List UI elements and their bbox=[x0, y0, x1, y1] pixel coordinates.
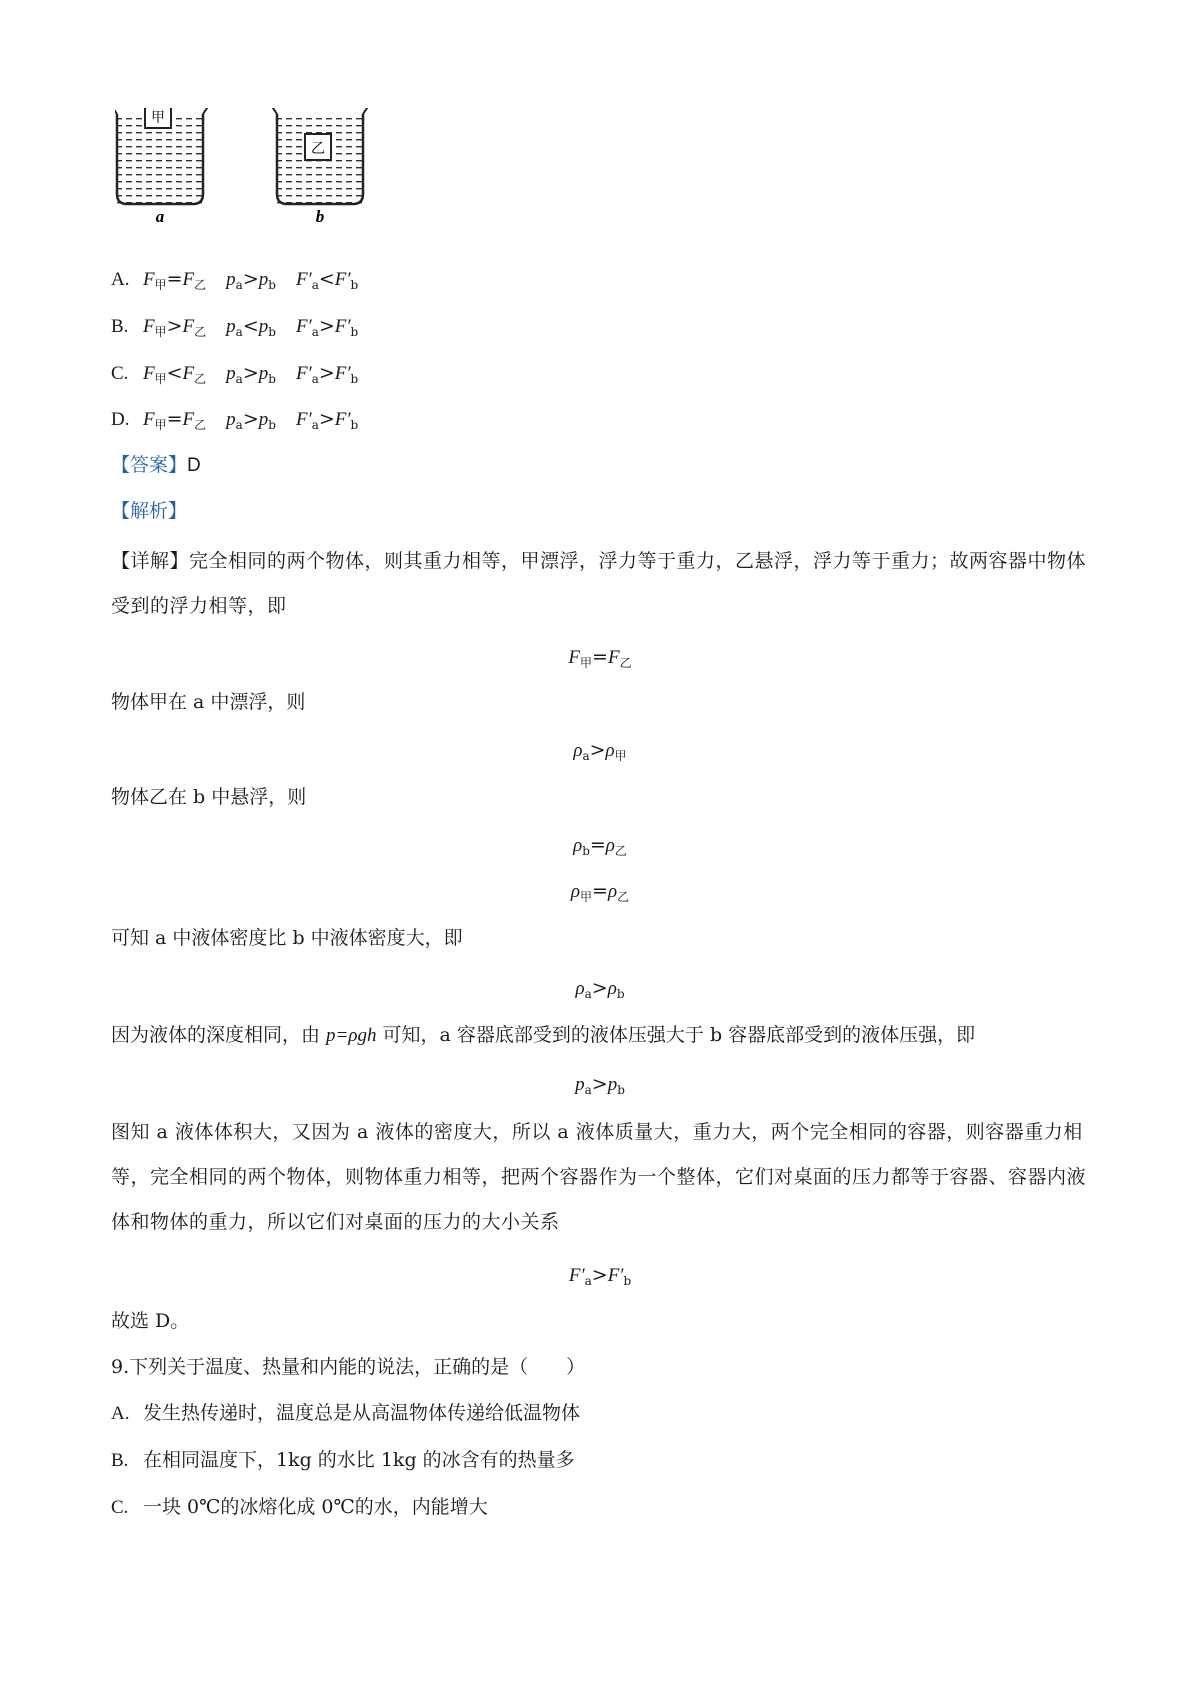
equation-6: $p_a>p_b$ bbox=[575, 1073, 625, 1097]
detail-text-2: 物体甲在 a 中漂浮，则 bbox=[111, 691, 306, 713]
q9-option-c: C. 一块 0℃的冰熔化成 0℃的水，内能增大 bbox=[111, 1496, 488, 1518]
answer-label: 【答案】 bbox=[111, 454, 188, 476]
equation-1: $F_甲=F_乙$ bbox=[568, 646, 632, 670]
analysis-label: 【解析】 bbox=[111, 500, 188, 522]
q9-option-a: A. 发生热传递时，温度总是从高温物体传递给低温物体 bbox=[111, 1402, 581, 1424]
box-a-label: 甲 bbox=[151, 110, 165, 126]
q9-option-b: B. 在相同温度下，1kg 的水比 1kg 的冰含有的热量多 bbox=[111, 1449, 575, 1471]
detail-text-7: 故选 D。 bbox=[111, 1310, 190, 1332]
q8-option-b: B. $F_甲>F_乙$ $p_a<p_b$ $F'_a>F'_b$ bbox=[111, 315, 359, 339]
q8-option-a: A. $F_甲=F_乙$ $p_a>p_b$ $F'_a<F'_b$ bbox=[111, 268, 359, 292]
detail-label: 【详解】 bbox=[111, 550, 190, 572]
detail-text-5: 因为液体的深度相同，由 p=ρgh 可知，a 容器底部受到的液体压强大于 b 容器底部受到的液体压强，即 bbox=[111, 1024, 976, 1046]
caption-a: a bbox=[155, 207, 165, 226]
box-b-label: 乙 bbox=[311, 141, 325, 157]
q8-option-d: D. $F_甲=F_乙$ $p_a>p_b$ $F'_a>F'_b$ bbox=[111, 408, 359, 432]
containers-figure bbox=[115, 108, 415, 248]
answer-line bbox=[111, 452, 201, 479]
equation-4: $\rho_甲=\rho_乙$ bbox=[570, 880, 630, 904]
equation-7: $F'_a>F'_b$ bbox=[568, 1264, 632, 1288]
detail-text-3: 物体乙在 b 中悬浮，则 bbox=[111, 786, 307, 808]
answer-value: D bbox=[187, 455, 201, 476]
q8-option-c: C. $F_甲<F_乙$ $p_a>p_b$ $F'_a>F'_b$ bbox=[111, 362, 359, 386]
detail-paragraph-6: 图知 a 液体体积大，又因为 a 液体的密度大，所以 a 液体质量大，重力大，两个完全相同的容器，则容器重力相等，完全相同的两个物体，则物体重力相等，把两个容器作为一个整体，它们对桌面的压力都等于容器、容器内液体和物体的重力，所以它们对桌面的压力的大小关系 bbox=[111, 1121, 1087, 1233]
equation-2: $\rho_a>\rho_甲$ bbox=[573, 739, 627, 763]
q9-stem: 9.下列关于温度、热量和内能的说法，正确的是（ ） bbox=[111, 1356, 586, 1378]
detail-p1-text: 完全相同的两个物体，则其重力相等，甲漂浮，浮力等于重力，乙悬浮，浮力等于重力；故两容器中物体受到的浮力相等，即 bbox=[111, 550, 1087, 617]
detail-paragraph-1 bbox=[111, 539, 1101, 629]
detail-text-4: 可知 a 中液体密度比 b 中液体密度大，即 bbox=[111, 927, 463, 949]
caption-b: b bbox=[315, 207, 325, 226]
equation-3: $\rho_b=\rho_乙$ bbox=[573, 834, 627, 858]
equation-5: $\rho_a>\rho_b$ bbox=[575, 977, 625, 1001]
